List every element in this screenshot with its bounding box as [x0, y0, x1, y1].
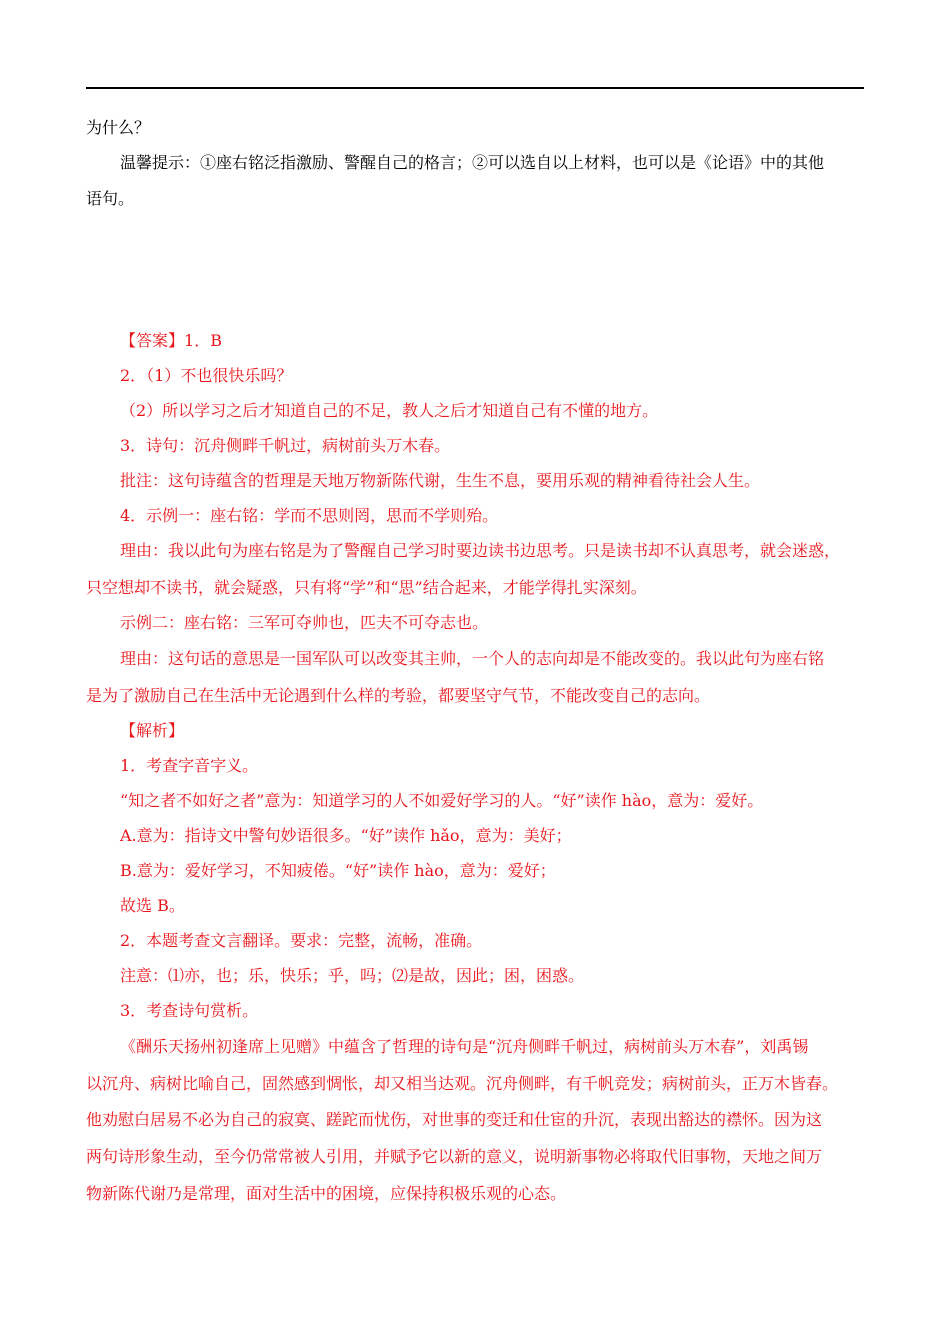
analysis-header: 【解析】	[120, 721, 185, 740]
answer-4-reason-1a: 理由：我以此句为座右铭是为了警醒自己学习时要边读书边思考。只是读书却不认真思考，就会迷惑，	[120, 541, 841, 560]
analysis-3: 3．考查诗句赏析。	[120, 1001, 259, 1020]
question-text: 为什么？	[86, 118, 151, 137]
analysis-3d: 两句诗形象生动，至今仍常常被人引用，并赋予它以新的意义，说明新事物必将取代旧事物，天地之间万	[86, 1147, 823, 1166]
hint-line-1: 温馨提示：①座右铭泛指激励、警醒自己的格言；②可以选自以上材料，也可以是《论语》中的其他	[120, 153, 825, 172]
analysis-3a: 《酬乐天扬州初逢席上见赠》中蕴含了哲理的诗句是“沉舟侧畔千帆过，病树前头万木春”，刘禹锡	[120, 1037, 809, 1056]
analysis-1c: B.意为：爱好学习，不知疲倦。“好”读作 hào，意为：爱好；	[120, 861, 556, 880]
answer-2-1: 2．（1）不也很快乐吗？	[120, 366, 293, 385]
analysis-3c: 他劝慰白居易不必为自己的寂寞、蹉跎而忧伤，对世事的变迁和仕宦的升沉，表现出豁达的襟怀。因为这	[86, 1110, 823, 1129]
answer-line-1	[120, 330, 222, 352]
answer-4: 4．示例一：座右铭：学而不思则罔，思而不学则殆。	[120, 506, 499, 525]
hint-line-2: 语句。	[86, 189, 135, 208]
header-rule	[86, 87, 864, 89]
analysis-1: 1．考查字音字义。	[120, 756, 259, 775]
analysis-2a: 注意：⑴亦，也；乐，快乐；乎，吗；⑵是故，因此；困，困惑。	[120, 966, 585, 985]
answer-3-note: 批注：这句诗蕴含的哲理是天地万物新陈代谢，生生不息，要用乐观的精神看待社会人生。	[120, 471, 761, 490]
answer-2-2: （2）所以学习之后才知道自己的不足，教人之后才知道自己有不懂的地方。	[120, 401, 659, 420]
answer-3: 3．诗句：沉舟侧畔千帆过，病树前头万木春。	[120, 436, 451, 455]
answer-4-reason-2a: 理由：这句话的意思是一国军队可以改变其主帅，一个人的志向却是不能改变的。我以此句为座右铭	[120, 649, 825, 668]
analysis-3e: 物新陈代谢乃是常理，面对生活中的困境，应保持积极乐观的心态。	[86, 1184, 567, 1203]
analysis-1a: “知之者不如好之者”意为：知道学习的人不如爱好学习的人。“好”读作 hào，意为：爱好。	[120, 791, 764, 810]
analysis-2: 2．本题考查文言翻译。要求：完整，流畅，准确。	[120, 931, 483, 950]
answer-header: 【答案】	[120, 331, 185, 350]
analysis-1b: A.意为：指诗文中警句妙语很多。“好”读作 hǎo，意为：美好；	[120, 826, 572, 845]
answer-4-reason-2b: 是为了激励自己在生活中无论遇到什么样的考验，都要坚守气节，不能改变自己的志向。	[86, 686, 711, 705]
analysis-1d: 故选 B。	[120, 896, 185, 915]
answer-4-example-2: 示例二：座右铭：三军可夺帅也，匹夫不可夺志也。	[120, 613, 489, 632]
answer-1: 1．B	[184, 331, 222, 350]
analysis-3b: 以沉舟、病树比喻自己，固然感到惆怅，却又相当达观。沉舟侧畔，有千帆竞发；病树前头，正万木皆春。	[86, 1074, 839, 1093]
answer-4-reason-1b: 只空想却不读书，就会疑惑，只有将“学”和“思”结合起来，才能学得扎实深刻。	[86, 578, 647, 597]
